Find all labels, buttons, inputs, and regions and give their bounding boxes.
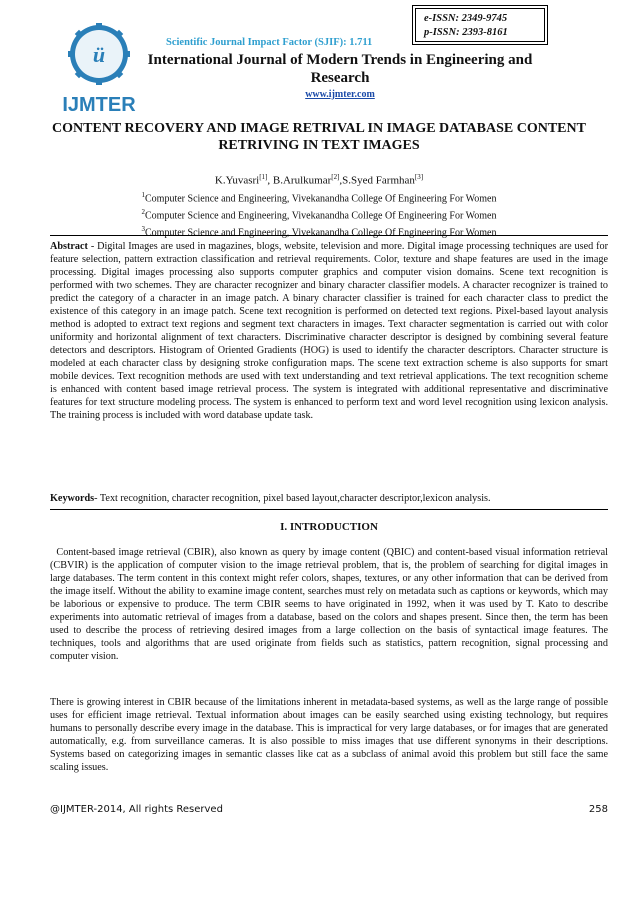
author-name: B.Arulkumar — [272, 174, 332, 187]
affiliation: $^1$Computer Science and Engineering, Vivekanandha College Of Engineering For Women — [141, 191, 497, 205]
affiliation-list — [40, 189, 598, 239]
journal-title: International Journal of Modern Trends in Engineering and Research — [147, 52, 533, 86]
e-issn: e-ISSN: 2349-9745 — [424, 13, 508, 24]
journal-url-link[interactable]: www.ijmter.com — [305, 89, 375, 100]
affiliation: $^2$Computer Science and Engineering, Vivekanandha College Of Engineering For Women — [141, 207, 497, 222]
keywords — [50, 492, 608, 505]
paper-title: CONTENT RECOVERY AND IMAGE RETRIVAL IN IMAGE DATABASE CONTENT RETRIVING IN TEXT IMAGES — [52, 121, 586, 153]
copyright: @IJMTER-2014, All rights Reserved — [50, 804, 223, 815]
author-name: K.Yuvasri — [214, 174, 260, 187]
author-mark: [2] — [331, 173, 340, 181]
page-number: 258 — [588, 804, 608, 815]
issn-box — [415, 8, 545, 42]
keywords-text: - Text recognition, character recognition, pixel based layout,character descriptor,lexicon analysis. — [94, 493, 491, 504]
keywords-label: Keywords — [50, 493, 95, 504]
affiliation: $^3$Computer Science and Engineering, Vivekanandha College Of Engineering For Women — [141, 224, 497, 238]
keywords-divider — [50, 509, 608, 510]
abstract-label: Abstract — [50, 241, 88, 252]
impact-factor: Scientific Journal Impact Factor (SJIF): 1.711 — [166, 37, 373, 48]
logo-wordmark: IJMTER — [62, 94, 136, 114]
page-footer — [50, 804, 608, 815]
author-list: K.Yuvasri[1], B.Arulkumar[2],S.Syed Farmhan[3] — [214, 173, 424, 187]
svg-text:ü: ü — [92, 42, 106, 67]
intro-paragraph-2: There is growing interest in CBIR because of the limitations inherent in metadata-based systems, as well as the large range of possible uses for efficient image retrieval. Textual information about images can be easily searched using existing technology, but requires humans to personally describe every image in the database. This is impractical for very large databases, or for images that are generated automatically, e.g. from surveillance cameras. It is also possible to miss images that use different synonyms in their descriptions. Systems based on categorizing images in semantic classes like cat as a subclass of animal avoid this problem but still face the same scaling issues. — [50, 697, 608, 773]
author-name: S.Syed Farmhan — [342, 174, 415, 187]
p-issn: p-ISSN: 2393-8161 — [424, 27, 508, 38]
author-mark: [1] — [259, 173, 268, 181]
author-mark: [3] — [414, 173, 424, 181]
abstract — [50, 240, 608, 422]
section-heading: I. INTRODUCTION — [280, 521, 378, 533]
abstract-top-divider — [50, 235, 608, 236]
intro-paragraph-1: Content-based image retrieval (CBIR), also known as query by image content (QBIC) and content-based visual information retrieval (CBVIR) is the application of computer vision to the image retrieval problem, that is, the problem of searching for digital images in large databases. The term content in this context might refer colors, shapes, textures, or any other information that can be derived from the image itself. Without the ability to examine image content, searches must rely on metadata such as captions or keywords, which may be laborious or expensive to produce. The term CBIR seems to have originated in 1992, when it was used by T. Kato to describe experiments into automatic retrieval of images from a database, based on the colors and shapes present. Since then, the term has been used to describe the process of retrieving desired images from a large collection on the basis of syntactical image features. The techniques, tools and algorithms that are used originate from fields such as statistics, pattern recognition, signal processing and computer vision. — [50, 547, 611, 662]
abstract-text: - Digital Images are used in magazines, blogs, website, television and more. Digital image processing techniques are used for feature selection, pattern extraction classification and retrieval requirements. Color, texture and shape features are used in the image processing. Digital images processing also supports computer graphics and computer vision domains. Scene text recognition is performed with two schemes. They are character recognizer and binary character classifier models. A character recognizer is trained to predict the category of a character in an image patch. A binary character classifier is trained for each character class to predict the existence of this category in an image patch. Scene text recognition is performed on detected text regions. Pixel-based layout analysis method is adopted to extract text regions and segment text characters in images. Text character segmentation is carried out with color uniformity and horizontal alignment of text characters. Discriminative character descriptor is designed by combining several feature detectors and descriptors. Histogram of Oriented Gradients (HOG) is used to identify the character descriptors. Character structure is modeled at each character class by designing stroke configuration maps. The scene text extraction scheme is also supports for smart mobile devices. Text recognition methods are used with text understanding and text retrieval applications. The text recognition scheme is enhanced with content based image retrieval process. The system is integrated with additional representative and discriminative features for text structure modeling process. The system is enhanced to perform text and word level recognition using lexicon analysis. The training process is included with word database update task. — [50, 241, 608, 421]
